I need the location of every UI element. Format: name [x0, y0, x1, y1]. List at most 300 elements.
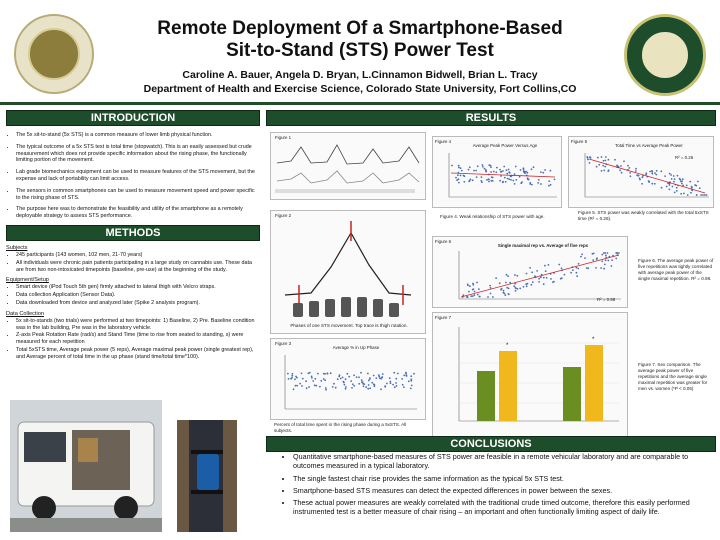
scatter-point [595, 267, 597, 269]
scatter-point [526, 273, 528, 275]
scatter-point [605, 156, 607, 158]
scatter-point [323, 373, 325, 375]
scatter-point [326, 372, 328, 374]
scatter-point [353, 374, 355, 376]
scatter-point [403, 386, 405, 388]
scatter-point [542, 172, 544, 174]
scatter-point [533, 166, 535, 168]
scatter-point [384, 386, 386, 388]
intro-bullet: • The purpose here was to demonstrate the feasibility and utility of the smartphone as a remotely deployable strategy to assess STS performance. [16, 206, 260, 220]
scatter-point [371, 382, 373, 384]
scatter-point [340, 378, 342, 380]
scatter-point [520, 169, 522, 171]
bar-women-group1 [477, 371, 495, 421]
scatter-point [607, 252, 609, 254]
scatter-point [523, 168, 525, 170]
scatter-point [554, 179, 556, 181]
scatter-point [623, 160, 625, 162]
scatter-point [386, 383, 388, 385]
scatter-point [544, 265, 546, 267]
scatter-point [325, 387, 327, 389]
scatter-point [584, 257, 586, 259]
scatter-point [396, 385, 398, 387]
scatter-point [490, 180, 492, 182]
scatter-point [495, 171, 497, 173]
conclusions-heading: CONCLUSIONS [266, 436, 716, 452]
scatter-point [499, 180, 501, 182]
scatter-point [635, 168, 637, 170]
scatter-point [480, 180, 482, 182]
scatter-point [548, 180, 550, 182]
scatter-point [467, 285, 469, 287]
scatter-point [473, 170, 475, 172]
scatter-point [323, 378, 325, 380]
scatter-point [476, 282, 478, 284]
figure-5-title: Total Time vs Average Peak Power [615, 143, 683, 148]
scatter-point [368, 380, 370, 382]
scatter-point [525, 283, 527, 285]
scatter-point [537, 182, 539, 184]
scatter-point [608, 159, 610, 161]
scatter-point [538, 281, 540, 283]
scatter-point [548, 264, 550, 266]
scatter-point [543, 277, 545, 279]
scatter-point [476, 176, 478, 178]
scatter-point [358, 383, 360, 385]
figure-3-label: Figure 3 [275, 341, 292, 346]
scatter-point [361, 379, 363, 381]
scatter-point [484, 168, 486, 170]
scatter-point [360, 372, 362, 374]
scatter-point [687, 194, 689, 196]
scatter-point [605, 160, 607, 162]
scatter-point [531, 168, 533, 170]
scatter-point [598, 164, 600, 166]
scatter-point [635, 170, 637, 172]
scatter-point [680, 181, 682, 183]
scatter-point [350, 380, 352, 382]
figure-4-label: Figure 4 [435, 139, 452, 144]
scatter-point [330, 372, 332, 374]
scatter-point [499, 169, 501, 171]
scatter-point [343, 381, 345, 383]
scatter-point [472, 289, 474, 291]
scatter-point [619, 169, 621, 171]
scatter-point [314, 378, 316, 380]
scatter-point [601, 254, 603, 256]
scatter-point [558, 264, 560, 266]
scatter-point [315, 385, 317, 387]
scatter-point [474, 291, 476, 293]
scatter-point [295, 385, 297, 387]
scatter-point [460, 175, 462, 177]
scatter-point [629, 172, 631, 174]
thigh-device-illustration [177, 420, 237, 532]
scatter-point [506, 173, 508, 175]
scatter-point [508, 171, 510, 173]
scatter-point [291, 375, 293, 377]
scatter-point [641, 183, 643, 185]
scatter-point [346, 373, 348, 375]
scatter-point [472, 179, 474, 181]
figure-1 [270, 132, 426, 200]
scatter-point [458, 167, 460, 169]
scatter-point [596, 258, 598, 260]
scatter-point [648, 180, 650, 182]
scatter-point [320, 380, 322, 382]
methods-bullet: • Data collection Application (Sensor Data). [16, 292, 260, 299]
scatter-point [561, 277, 563, 279]
scatter-point [488, 181, 490, 183]
scatter-point [592, 259, 594, 261]
scatter-point [649, 171, 651, 173]
scatter-point [515, 166, 517, 168]
methods-bullet: • Z-axis Peak Rotation Rate (rad/s) and Stand Time (time to rise from seated to standing, s) were measured for each repetition [16, 332, 260, 346]
scatter-point [363, 383, 365, 385]
scatter-point [410, 378, 412, 380]
methods-bullet: • 245 participants (143 women, 102 men, 21-70 years) [16, 252, 260, 259]
scatter-point [294, 378, 296, 380]
scatter-point [352, 383, 354, 385]
svg-text:*: * [592, 337, 595, 343]
figure-2-movement-phases [271, 211, 425, 333]
scatter-point [704, 194, 706, 196]
scatter-point [367, 388, 369, 390]
scatter-point [536, 270, 538, 272]
figure-7-bars [433, 313, 627, 437]
scatter-point [492, 296, 494, 298]
scatter-point [637, 175, 639, 177]
scatter-point [540, 276, 542, 278]
scatter-point [580, 256, 582, 258]
scatter-point [401, 378, 403, 380]
scatter-point [603, 170, 605, 172]
scatter-point [489, 285, 491, 287]
scatter-point [509, 282, 511, 284]
scatter-point [512, 180, 514, 182]
scatter-point [491, 176, 493, 178]
scatter-point [380, 388, 382, 390]
scatter-point [413, 373, 415, 375]
scatter-point [482, 166, 484, 168]
figure-7 [432, 312, 628, 438]
scatter-point [508, 293, 510, 295]
seal-emblem-icon [28, 28, 80, 80]
scatter-point [550, 170, 552, 172]
figure-2-label: Figure 2 [275, 213, 292, 218]
scatter-point [529, 183, 531, 185]
scatter-point [458, 178, 460, 180]
scatter-point [490, 171, 492, 173]
scatter-point [604, 264, 606, 266]
figure-5-label: Figure 5 [571, 139, 588, 144]
university-seal-logo [14, 14, 94, 94]
scatter-point [676, 190, 678, 192]
scatter-point [601, 260, 603, 262]
van-illustration [10, 400, 162, 532]
scatter-point [410, 375, 412, 377]
scatter-point [576, 275, 578, 277]
results-heading: RESULTS [266, 110, 716, 126]
conclusion-bullet: • Quantitative smartphone-based measures of STS power are feasible in a remote vehicular laboratory and are comparable to outcomes measured in a typical laboratory. [293, 452, 713, 471]
scatter-point [375, 377, 377, 379]
scatter-point [592, 253, 594, 255]
authors: Caroline A. Bauer, Angela D. Bryan, L.Cinnamon Bidwell, Brian L. Tracy [182, 69, 538, 81]
scatter-point [611, 265, 613, 267]
scatter-point [325, 389, 327, 391]
scatter-point [686, 185, 688, 187]
introduction-list [6, 132, 260, 220]
scatter-point [600, 267, 602, 269]
intro-bullet: • The 5x sit-to-stand (5x STS) is a common measure of lower limb physical function. [16, 132, 260, 139]
scatter-point [651, 173, 653, 175]
scatter-point [655, 174, 657, 176]
scatter-point [602, 165, 604, 167]
figure-6-r2: R² = 0.98 [597, 297, 616, 302]
scatter-point [664, 175, 666, 177]
scatter-point [344, 384, 346, 386]
scatter-point [308, 386, 310, 388]
scatter-point [603, 268, 605, 270]
scatter-point [605, 259, 607, 261]
scatter-point [572, 269, 574, 271]
scatter-point [508, 178, 510, 180]
scatter-point [389, 377, 391, 379]
scatter-point [506, 274, 508, 276]
scatter-point [311, 376, 313, 378]
scatter-point [394, 386, 396, 388]
scatter-point [393, 372, 395, 374]
scatter-point [507, 275, 509, 277]
scatter-point [507, 178, 509, 180]
scatter-point [490, 293, 492, 295]
scatter-point [290, 378, 292, 380]
scatter-point [524, 172, 526, 174]
scatter-point [546, 277, 548, 279]
intro-bullet: • The typical outcome of a 5x STS test is total time (stopwatch). This is an easily assessed but crude measurement which does not provide specific information about the rising phase, the functionally limiting portion of the movement. [16, 144, 260, 164]
figure-5-r2: R² = 0.26 [675, 155, 694, 160]
scatter-point [306, 387, 308, 389]
scatter-point [397, 373, 399, 375]
scatter-point [520, 182, 522, 184]
scatter-point [618, 252, 620, 254]
scatter-point [353, 385, 355, 387]
scatter-point [317, 373, 319, 375]
scatter-point [660, 170, 662, 172]
scatter-point [504, 177, 506, 179]
scatter-point [589, 162, 591, 164]
scatter-point [499, 282, 501, 284]
scatter-point [510, 176, 512, 178]
scatter-point [379, 377, 381, 379]
scatter-point [514, 173, 516, 175]
scatter-point [488, 164, 490, 166]
scatter-point [682, 178, 684, 180]
scatter-point [485, 169, 487, 171]
scatter-point [373, 383, 375, 385]
scatter-point [477, 294, 479, 296]
scatter-point [702, 194, 704, 196]
scatter-point [305, 380, 307, 382]
methods-bullet: • 5x sit-to-stands (two trials) were performed at two timepoints: 1) Baseline, 2) Pre. Baseline condition was in the lab building, Pre was in the laboratory vehicle. [16, 318, 260, 332]
methods-heading: METHODS [6, 225, 260, 241]
scatter-point [381, 377, 383, 379]
scatter-point [302, 378, 304, 380]
scatter-point [630, 175, 632, 177]
scatter-point [503, 292, 505, 294]
scatter-point [508, 169, 510, 171]
methods-bullet: • Smart device (iPod Touch 5th gen) firmly attached to lateral thigh with Velcro straps. [16, 284, 260, 291]
figure-6-label: Figure 6 [435, 239, 452, 244]
scatter-point [469, 285, 471, 287]
scatter-point [500, 171, 502, 173]
scatter-point [475, 170, 477, 172]
scatter-point [532, 281, 534, 283]
scatter-point [458, 182, 460, 184]
scatter-point [674, 178, 676, 180]
scatter-point [408, 380, 410, 382]
scatter-point [369, 387, 371, 389]
scatter-point [363, 385, 365, 387]
figure-1-label: Figure 1 [275, 135, 292, 140]
scatter-point [674, 192, 676, 194]
scatter-point [324, 379, 326, 381]
scatter-point [332, 386, 334, 388]
scatter-point [676, 187, 678, 189]
figure-6-caption: Figure 6. The average peak power of five repetitions was tightly correlated with average peak power of the single maximal repetition. R² = 0.98. [638, 258, 714, 281]
scatter-point [314, 384, 316, 386]
scatter-point [295, 376, 297, 378]
scatter-point [696, 194, 698, 196]
methods-body [6, 245, 260, 361]
scatter-point [505, 181, 507, 183]
scatter-point [502, 181, 504, 183]
scatter-point [311, 377, 313, 379]
scatter-point [581, 253, 583, 255]
scatter-point [348, 376, 350, 378]
scatter-point [679, 178, 681, 180]
figure-2 [270, 210, 426, 334]
figure-3 [270, 338, 426, 420]
scatter-point [506, 169, 508, 171]
scatter-point [651, 183, 653, 185]
scatter-point [337, 378, 339, 380]
scatter-point [601, 170, 603, 172]
introduction-heading: INTRODUCTION [6, 110, 260, 126]
scatter-point [545, 270, 547, 272]
scatter-point [482, 164, 484, 166]
scatter-point [706, 194, 708, 196]
scatter-point [604, 166, 606, 168]
department: Department of Health and Exercise Science, Colorado State University, Fort Collins,CO [143, 83, 577, 95]
conclusion-bullet: • The single fastest chair rise provides the same information as the typical 5x STS test. [293, 474, 713, 483]
scatter-point [405, 373, 407, 375]
scatter-point [661, 187, 663, 189]
scatter-point [596, 166, 598, 168]
scatter-point [526, 286, 528, 288]
scatter-point [586, 156, 588, 158]
scatter-point [470, 295, 472, 297]
scatter-point [481, 176, 483, 178]
scatter-point [543, 283, 545, 285]
scatter-point [615, 252, 617, 254]
scatter-point [531, 284, 533, 286]
scatter-point [531, 271, 533, 273]
scatter-point [361, 381, 363, 383]
scatter-point [519, 288, 521, 290]
methods-bullet: • All individuals were chronic pain patients participating in a large study on cannabis use. These data are from two non-intoxicated timepoints (baseline, pre-use) at the beginning of the study. [16, 260, 260, 274]
scatter-point [463, 175, 465, 177]
scatter-point [309, 372, 311, 374]
scatter-point [540, 171, 542, 173]
scatter-point [299, 383, 301, 385]
ram-head-icon [639, 29, 691, 81]
scatter-point [460, 167, 462, 169]
scatter-point [577, 268, 579, 270]
scatter-point [601, 156, 603, 158]
scatter-point [671, 178, 673, 180]
scatter-point [515, 287, 517, 289]
scatter-point [338, 376, 340, 378]
scatter-point [367, 373, 369, 375]
scatter-point [312, 380, 314, 382]
scatter-point [690, 192, 692, 194]
scatter-point [528, 179, 530, 181]
scatter-point [694, 184, 696, 186]
scatter-point [576, 272, 578, 274]
scatter-point [680, 193, 682, 195]
scatter-point [358, 376, 360, 378]
scatter-point [296, 385, 298, 387]
equipment-heading: Equipment/Setup [6, 277, 49, 284]
conclusion-bullet: • Smartphone-based STS measures can detect the expected differences in power between the sexes. [293, 486, 713, 495]
scatter-point [301, 373, 303, 375]
scatter-point [469, 166, 471, 168]
left-column [6, 110, 260, 362]
collection-list [6, 318, 260, 361]
conclusion-bullet: • These actual power measures are weakly correlated with the traditional crude timed outcome, therefore this easily performed instrumented test is a better measure of chair rising – an important and often functionally limiting aspect of daily life. [293, 498, 713, 517]
figure-7-caption: Figure 7. Sex comparison. The average peak power of five repetitions and the average single maximal repetition was greater for men vs. women (*P < 0.05) [638, 362, 708, 391]
scatter-point [587, 159, 589, 161]
figure-1-traces [271, 133, 425, 199]
scatter-point [529, 267, 531, 269]
header-divider [0, 102, 720, 105]
figure-2-caption: Phases of one STS movement. Top trace is thigh rotation. [290, 323, 408, 328]
scatter-point [403, 375, 405, 377]
scatter-point [487, 296, 489, 298]
scatter-point [629, 167, 631, 169]
scatter-point [607, 260, 609, 262]
scatter-point [505, 282, 507, 284]
scatter-point [550, 184, 552, 186]
scatter-point [395, 382, 397, 384]
scatter-point [411, 385, 413, 387]
scatter-point [392, 384, 394, 386]
scatter-point [673, 181, 675, 183]
scatter-point [500, 175, 502, 177]
figure-6 [432, 236, 628, 308]
scatter-point [373, 375, 375, 377]
scatter-point [642, 176, 644, 178]
figure-3-scatter [271, 339, 425, 419]
conclusions-body [283, 452, 713, 520]
figure-4-caption: Figure 4. Weak relationship of STS power with age. [440, 214, 545, 219]
scatter-point [561, 267, 563, 269]
scatter-point [603, 252, 605, 254]
scatter-point [369, 378, 371, 380]
scatter-point [319, 386, 321, 388]
scatter-point [550, 278, 552, 280]
